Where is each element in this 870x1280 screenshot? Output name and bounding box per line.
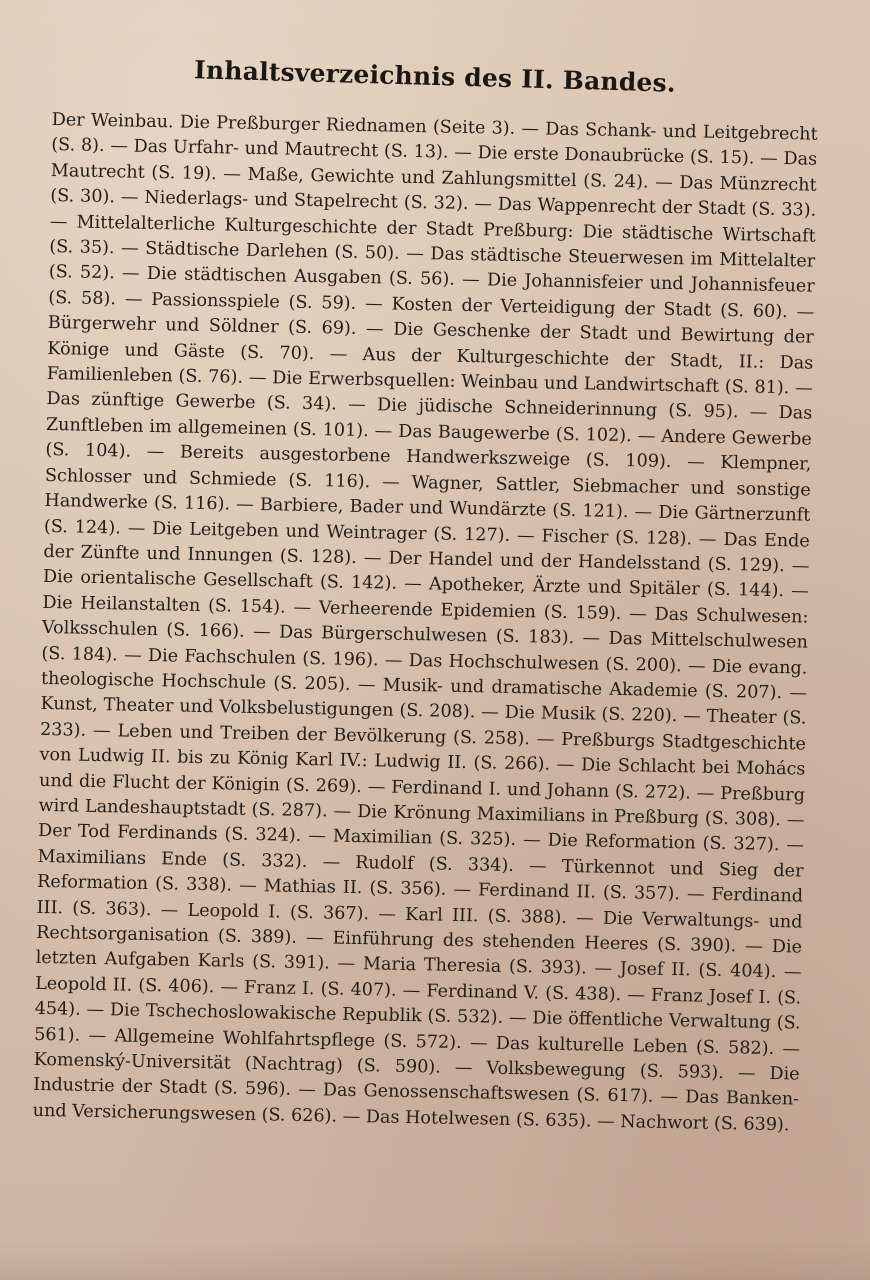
contents-paragraph: Der Weinbau. Die Preßburger Riednamen (Seite 3). — Das Schank- und Leitgebrecht (S. 8). — Das Urfahr- und Mautrecht (S. 13). — Die erste Donaubrücke (S. 15). — Das Mautrecht (S. 19). — Maße, Gewichte und Zahlungsmittel (S. 24). — Das Münzrecht (S. 30). — Niederlags- und Stapelrecht (S. 32). — Das Wappenrecht der Stadt (S. 33). — Mittelalterliche Kulturgeschichte der Stadt Preßburg: Die städtische Wirtschaft (S. 35). — Städtische Darlehen (S. 50). — Das städtische Steuerwesen im Mittelalter (S. 52). — Die städtischen Ausgaben (S. 56). — Die Johannisfeier und Johannisfeuer (S. 58). — Passionsspiele (S. 59). — Kosten der Verteidigung der Stadt (S. 60). — Bürgerwehr und Söldner (S. 69). — Die Geschenke der Stadt und Bewirtung der Könige und Gäste (S. 70). — Aus der Kulturgeschichte der Stadt, II.: Das Familienleben (S. 76). — Die Erwerbsquellen: Weinbau und Landwirtschaft (S. 81). — Das zünftige Gewerbe (S. 34). — Die jüdische Schneiderinnung (S. 95). — Das Zunftleben im allgemeinen (S. 101). — Das Baugewerbe (S. 102). — Andere Gewerbe (S. 104). — Bereits ausgestorbene Handwerkszweige (S. 109). — Klempner, Schlosser und Schmiede (S. 116). — Wagner, Sattler, Siebmacher und sonstige Handwerke (S. 116). — Barbiere, Bader und Wundärzte (S. 121). — Die Gärtnerzunft (S. 124). — Die Leitgeben und Weintrager (S. 127). — Fischer (S. 128). — Das Ende der Zünfte und Innungen (S. 128). — Der Handel und der Handelsstand (S. 129). — Die orientalische Gesellschaft (S. 142). — Apotheker, Ärzte und Spitäler (S. 144). — Die Heilanstalten (S. 154). — Verheerende Epidemien (S. 159). — Das Schulwesen: Volksschulen (S. 166). — Das Bürgerschulwesen (S. 183). — Das Mittelschulwesen (S. 184). — Die Fachschulen (S. 196). — Das Hochschulwesen (S. 200). — Die evang. theologische Hochschule (S. 205). — Musik- und dramatische Akademie (S. 207). — Kunst, Theater und Volksbelustigungen (S. 208). — Die Musik (S. 220). — Theater (S. 233). — Leben und Treiben der Bevölkerung (S. 258). — Preßburgs Stadtgeschichte von Ludwig II. bis zu König Karl IV.: Ludwig II. (S. 266). — Die Schlacht bei Mohács und die Flucht der Königin (S. 269). — Ferdinand I. und Johann (S. 272). — Preßburg wird Landeshauptstadt (S. 287). — Die Krönung Maximilians in Preßburg (S. 308). — Der Tod Ferdinands (S. 324). — Maximilian (S. 325). — Die Reformation (S. 327). — Maximilians Ende (S. 332). — Rudolf (S. 334). — Türkennot und Sieg der Reformation (S. 338). — Mathias II. (S. 356). — Ferdinand II. (S. 357). — Ferdinand III. (S. 363). — Leopold I. (S. 367). — Karl III. (S. 388). — Die Verwaltungs- und Rechtsorganisation (S. 389). — Einführung des stehenden Heeres (S. 390). — Die letzten Aufgaben Karls (S. 391). — Maria Theresia (S. 393). — Josef II. (S. 404). — Leopold II. (S. 406). — Franz I. (S. 407). — Ferdinand V. (S. 438). — Franz Josef I. (S. 454). — Die Tschechoslowakische Republik (S. 532). — Die öffentliche Verwaltung (S. 561). — Allgemeine Wohlfahrtspflege (S. 572). — Das kulturelle Leben (S. 582). — Komenský-Universität (Nachtrag) (S. 590). — Volksbewegung (S. 593). — Die Industrie der Stadt (S. 596). — Das Genossenschaftswesen (S. 617). — Das Banken- und Versicherungswesen (S. 626). — Das Hotelwesen (S. 635). — Nachwort (S. 639). xyxy=(32,109,818,1136)
page-title: Inhaltsverzeichnis des II. Bandes. xyxy=(193,55,677,98)
page-shadow xyxy=(0,1240,870,1280)
table-of-contents xyxy=(32,108,817,1139)
